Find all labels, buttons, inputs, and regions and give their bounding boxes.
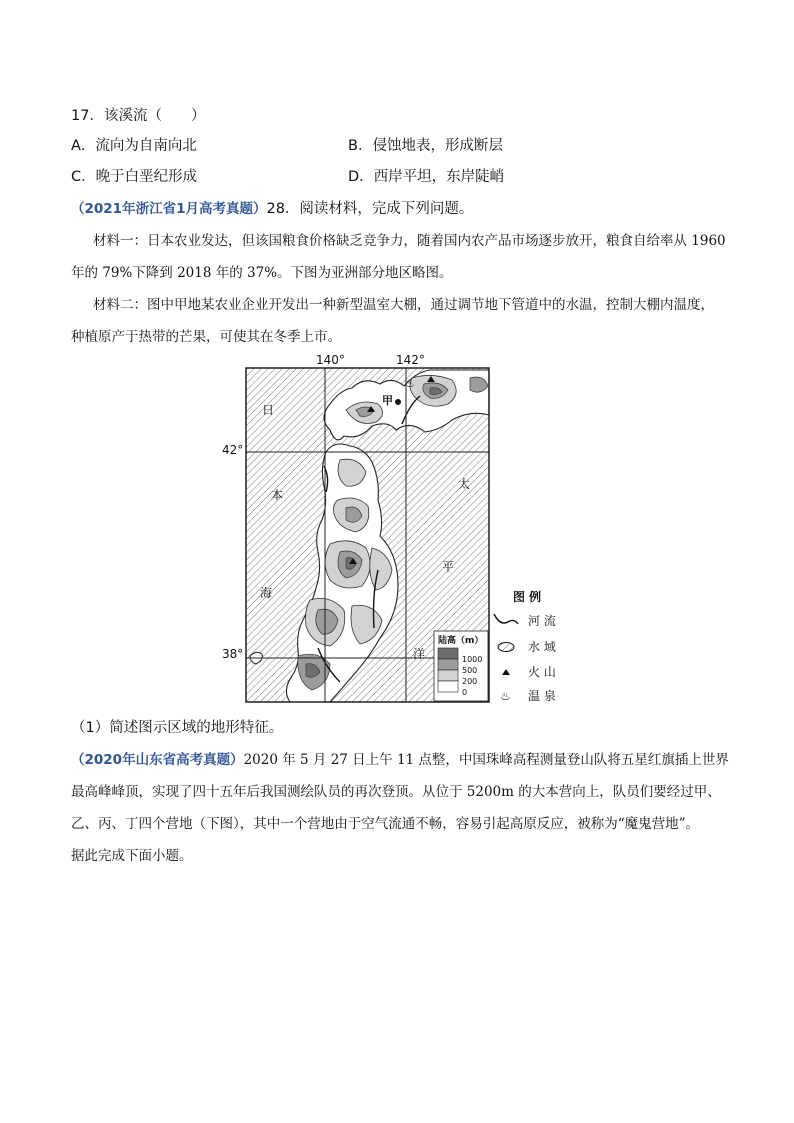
- question-17-stem: 17．该溪流（ ）: [71, 108, 206, 124]
- next-question-line-1: [71, 748, 729, 768]
- question-28-source: （2021年浙江省1月高考真题）: [71, 201, 267, 217]
- latitude-38-label: 38°: [222, 647, 244, 661]
- elevation-label-1000: 1000: [462, 655, 483, 664]
- material-1-line-2: 年的 79%下降到 2018 年的 37%。下图为亚洲部分地区略图。: [71, 265, 453, 281]
- question-28-number: 28．阅读材料，完成下列问题。: [266, 201, 474, 217]
- elevation-key-title: 陆高（m）: [438, 636, 484, 646]
- elevation-label-500: 500: [462, 666, 478, 675]
- option-d: D．西岸平坦，东岸陡峭: [348, 169, 505, 185]
- legend-title: 图 例: [513, 590, 542, 604]
- hot-spring-icon: ♨: [500, 689, 511, 703]
- river-icon: [494, 614, 518, 624]
- elevation-swatch-500: [438, 659, 458, 670]
- elevation-swatch-0: [438, 681, 458, 692]
- next-question-text-1: 2020 年 5 月 27 日上午 11 点整，中国珠峰高程测量登山队将五星红旗插上世界: [243, 752, 729, 768]
- material-2-line-2: 种植原产于热带的芒果，可使其在冬季上市。: [71, 329, 341, 345]
- ocean-label-ping: 平: [442, 560, 455, 574]
- longitude-140-label: 140°: [316, 353, 345, 367]
- hot-spring-icon: ♨: [405, 377, 415, 390]
- legend-water-label: 水 域: [528, 640, 556, 654]
- elevation-swatch-1000: [438, 648, 458, 659]
- legend-hotspring-label: 温 泉: [528, 689, 556, 703]
- material-1-line-1: 材料一：日本农业发达，但该国粮食价格缺乏竞争力，随着国内农产品市场逐步放开，粮食自给率从 1960: [93, 233, 726, 249]
- ocean-label-yang: 洋: [413, 647, 426, 661]
- legend-river-label: 河 流: [528, 614, 556, 628]
- next-question-line-2: 最高峰峰顶，实现了四十五年后我国测绘队员的再次登顶。从位于 5200m 的大本营向上，队员们要经过甲、: [71, 784, 721, 800]
- point-jia-dot: [395, 399, 401, 405]
- elevation-label-0: 0: [462, 688, 468, 697]
- option-b: B．侵蚀地表，形成断层: [348, 138, 503, 154]
- elevation-label-200: 200: [462, 677, 478, 686]
- sea-label-ri: 日: [262, 403, 275, 417]
- sea-label-ben: 本: [271, 488, 284, 502]
- volcano-icon: [502, 669, 510, 675]
- material-2-line-1: 材料二：图中甲地某农业企业开发出一种新型温室大棚，通过调节地下管道中的水温，控制大棚内温度，: [93, 297, 714, 313]
- legend-volcano-label: 火 山: [528, 665, 556, 679]
- question-28-sub-1: （1）简述图示区域的地形特征。: [71, 720, 284, 736]
- sea-label-hai: 海: [260, 586, 273, 600]
- ocean-label-tai: 太: [458, 477, 471, 491]
- next-question-source: （2020年山东省高考真题）: [71, 752, 244, 768]
- option-c: C．晚于白垩纪形成: [71, 169, 198, 185]
- longitude-142-label: 142°: [396, 353, 425, 367]
- elevation-swatch-200: [438, 670, 458, 681]
- next-question-line-4: 据此完成下面小题。: [71, 848, 193, 864]
- option-a: A．流向为自南向北: [71, 138, 197, 154]
- point-jia-label: 甲: [382, 394, 393, 407]
- next-question-line-3: 乙、丙、丁四个营地（下图），其中一个营地由于空气流通不畅，容易引起高原反应，被称为“魔鬼营地”。: [71, 816, 700, 832]
- latitude-42-label: 42°: [222, 443, 244, 457]
- water-icon: [498, 643, 514, 652]
